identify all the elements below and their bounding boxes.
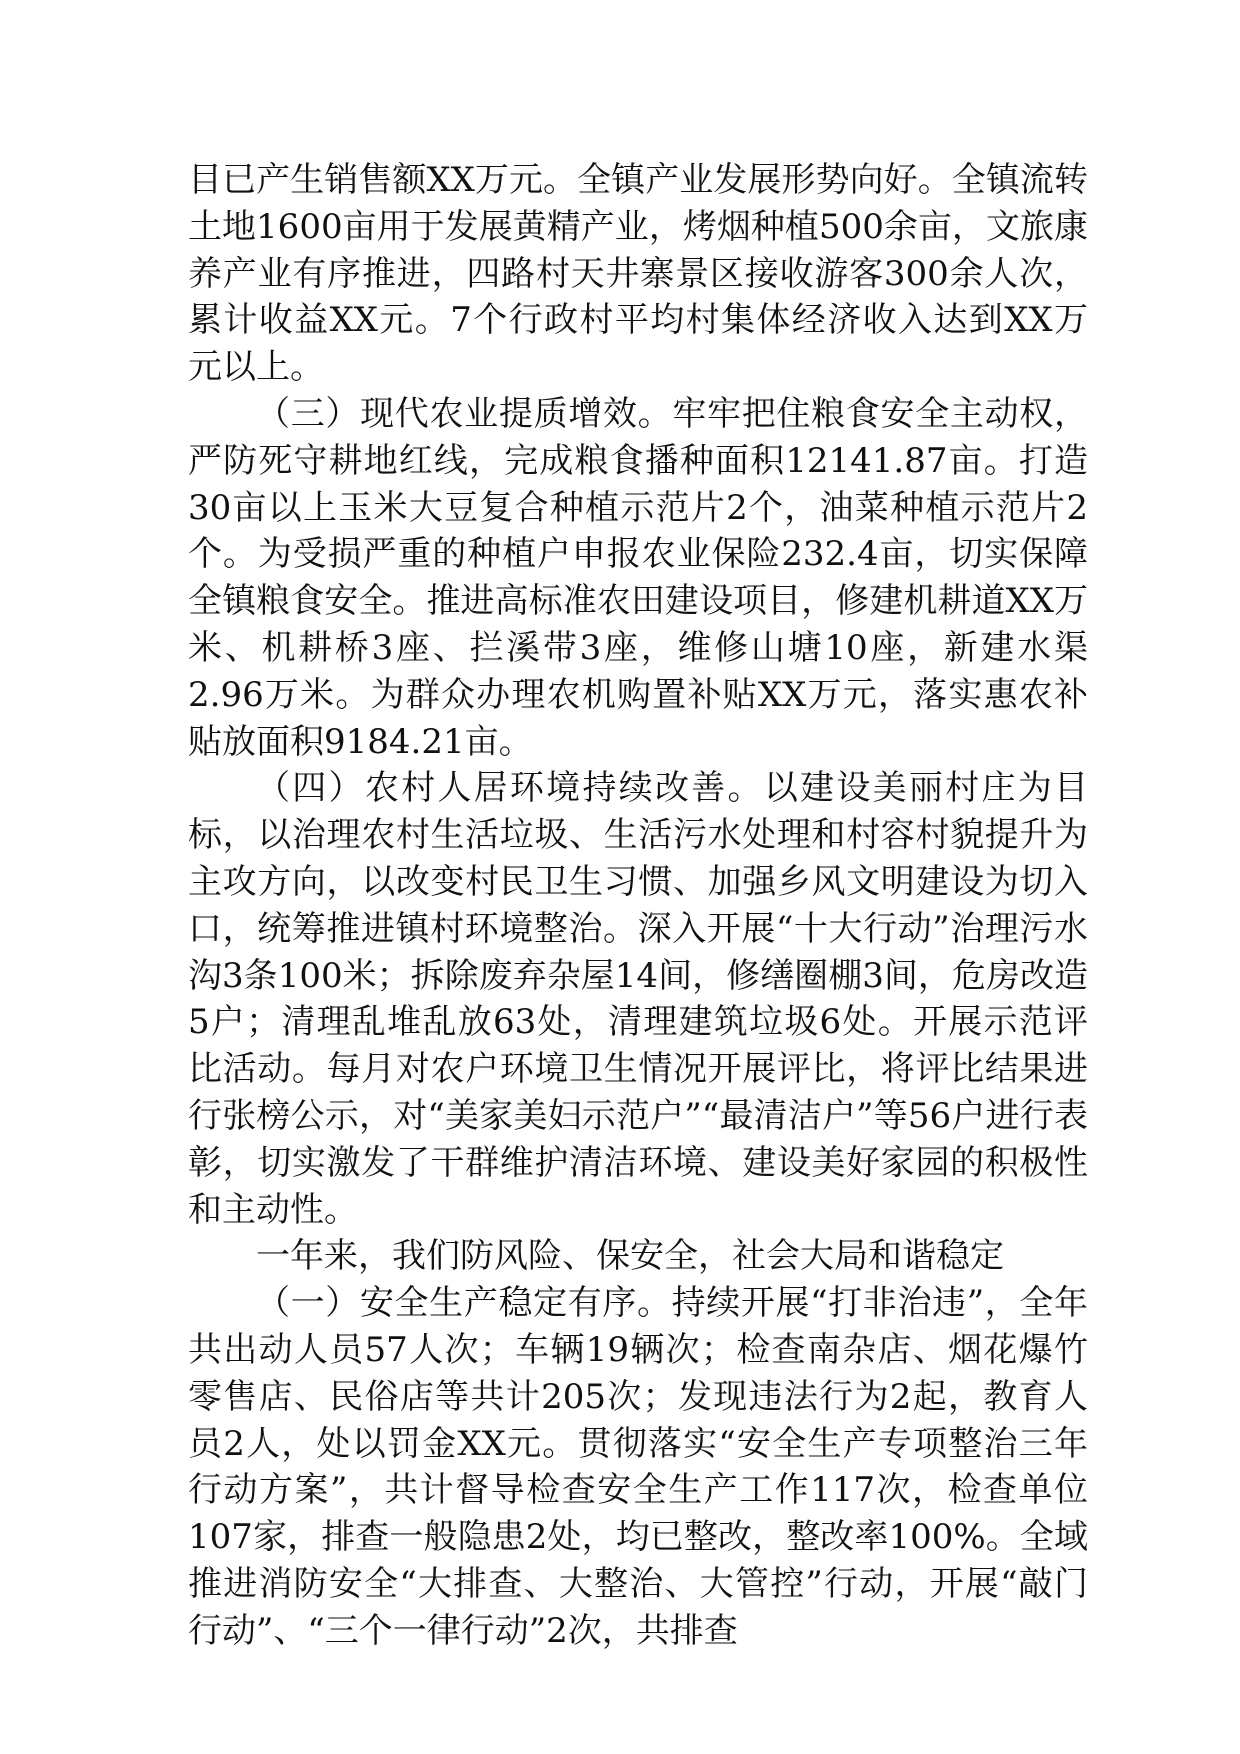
paragraph-continuation-industry: 目已产生销售额XX万元。全镇产业发展形势向好。全镇流转土地1600亩用于发展黄精产业，烤烟种植500余亩，文旅康养产业有序推进，四路村天井寨景区接收游客300余人次，累计收益XX元。7个行政村平均村集体经济收入达到XX万元以上。 xyxy=(188,160,1088,388)
document-body xyxy=(188,157,1088,1655)
paragraph-safety-production: （一）安全生产稳定有序。持续开展“打非治违”，全年共出动人员57人次；车辆19辆次；检查南杂店、烟花爆竹零售店、民俗店等共计205次；发现违法行为2起，教育人员2人，处以罚金XX元。贯彻落实“安全生产专项整治三年行动方案”，共计督导检查安全生产工作117次，检查单位107家，排查一般隐患2处，均已整改，整改率100%。全域推进消防安全“大排查、大整治、大管控”行动，开展“敲门行动”、“三个一律行动”2次，共排查 xyxy=(188,1283,1088,1651)
paragraph-rural-environment: （四）农村人居环境持续改善。以建设美丽村庄为目标，以治理农村生活垃圾、生活污水处理和村容村貌提升为主攻方向，以改变村民卫生习惯、加强乡风文明建设为切入口，统筹推进镇村环境整治。深入开展“十大行动”治理污水沟3条100米；拆除废弃杂屋14间，修缮圈棚3间，危房改造5户；清理乱堆乱放63处，清理建筑垃圾6处。开展示范评比活动。每月对农户环境卫生情况开展评比，将评比结果进行张榜公示，对“美家美妇示范户”“最清洁户”等56户进行表彰，切实激发了干群维护清洁环境、建设美好家园的积极性和主动性。 xyxy=(188,768,1088,1230)
paragraph-modern-agriculture: （三）现代农业提质增效。牢牢把住粮食安全主动权，严防死守耕地红线，完成粮食播种面积12141.87亩。打造30亩以上玉米大豆复合种植示范片2个，油菜种植示范片2个。为受损严重的种植户申报农业保险232.4亩，切实保障全镇粮食安全。推进高标准农田建设项目，修建机耕道XX万米、机耕桥3座、拦溪带3座，维修山塘10座，新建水渠2.96万米。为群众办理农机购置补贴XX万元，落实惠农补贴放面积9184.21亩。 xyxy=(188,393,1088,762)
section-heading-safety: 一年来，我们防风险、保安全，社会大局和谐稳定 xyxy=(256,1236,1004,1277)
